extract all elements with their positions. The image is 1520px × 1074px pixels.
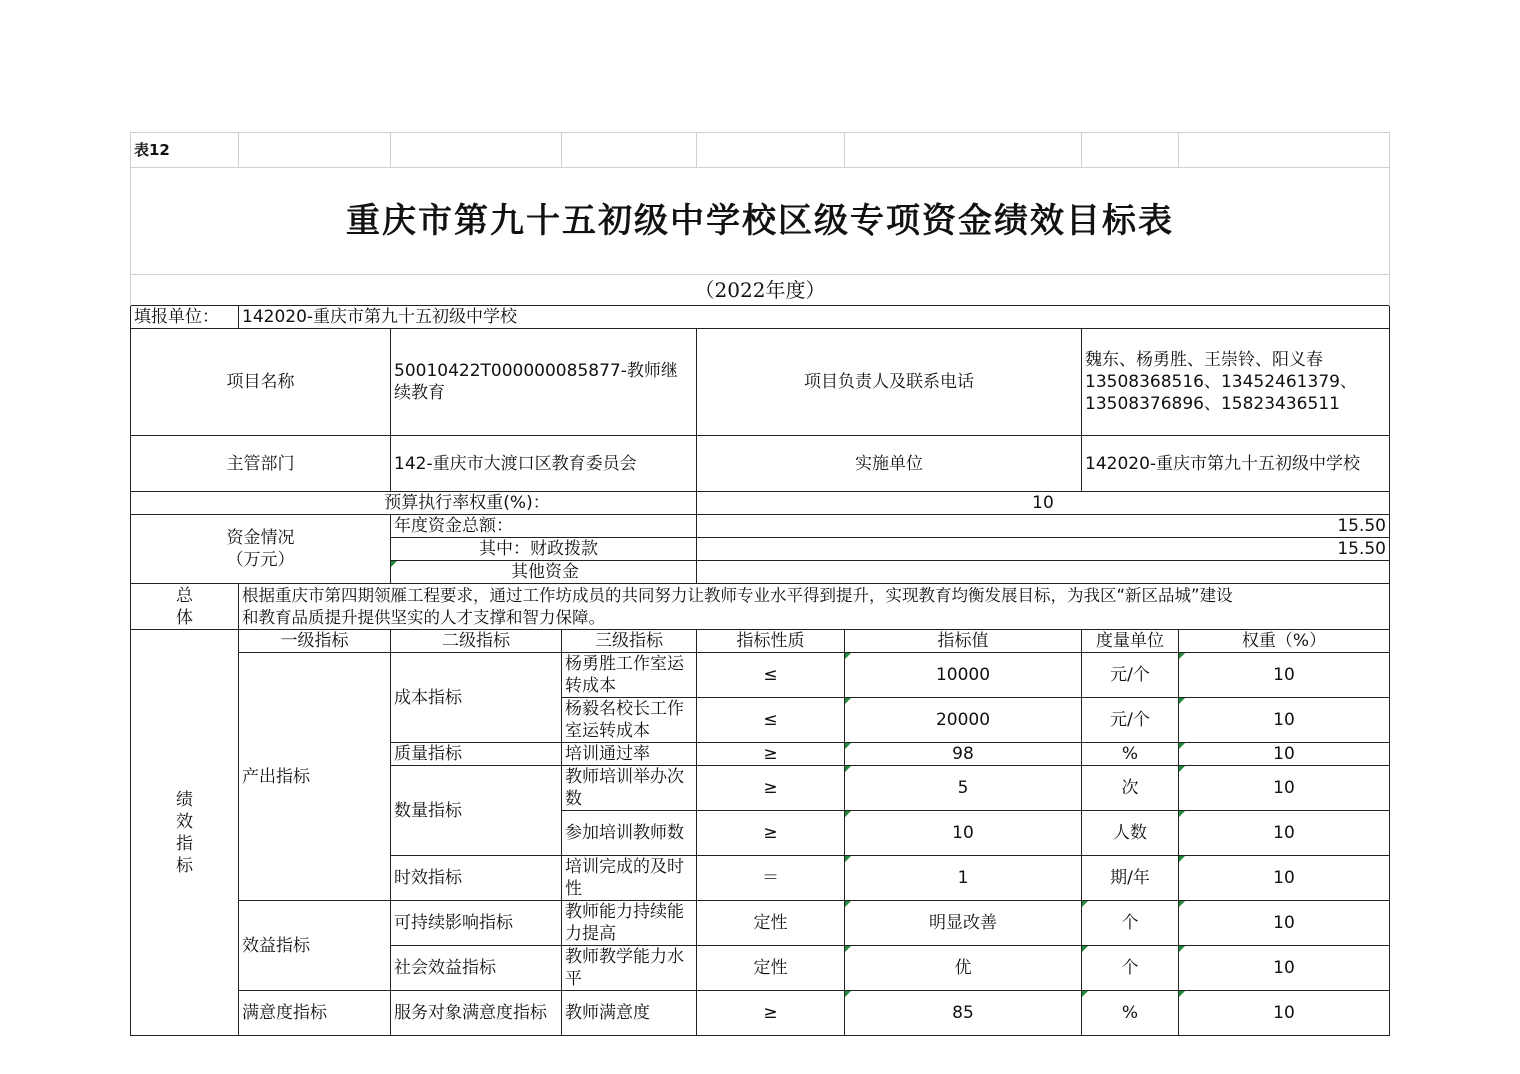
header-level3: 三级指标 <box>562 630 697 653</box>
header-level2: 二级指标 <box>391 630 562 653</box>
level2-service: 服务对象满意度指标 <box>391 991 562 1036</box>
funds-label: 资金情况 （万元） <box>131 515 391 584</box>
budget-weight-value: 10 <box>697 492 1390 515</box>
impl-unit-label: 实施单位 <box>697 436 1082 492</box>
level3-cell: 教师培训举办次数 <box>562 766 697 811</box>
level1-satisfaction: 满意度指标 <box>239 991 391 1036</box>
reporting-unit-value: 142020-重庆市第九十五初级中学校 <box>239 306 1390 329</box>
nature-cell: 定性 <box>697 901 845 946</box>
value-cell: 10 <box>845 811 1082 856</box>
funds-total-value: 15.50 <box>697 515 1390 538</box>
header-level1: 一级指标 <box>239 630 391 653</box>
value-cell: 5 <box>845 766 1082 811</box>
header-weight: 权重（%） <box>1179 630 1390 653</box>
table-row <box>131 991 1390 1036</box>
level3-cell: 教师满意度 <box>562 991 697 1036</box>
weight-cell: 10 <box>1179 856 1390 901</box>
level1-output: 产出指标 <box>239 653 391 901</box>
level3-cell: 教师能力持续能力提高 <box>562 901 697 946</box>
fiscal-year: （2022年度） <box>131 275 1390 306</box>
unit-cell: % <box>1082 743 1179 766</box>
contact-phones-line1: 13508368516、13452461379、 <box>1085 372 1357 392</box>
unit-cell: 元/个 <box>1082 653 1179 698</box>
value-cell: 85 <box>845 991 1082 1036</box>
level2-social: 社会效益指标 <box>391 946 562 991</box>
weight-cell: 10 <box>1179 901 1390 946</box>
table-row <box>131 653 1390 698</box>
level3-cell: 杨毅名校长工作室运转成本 <box>562 698 697 743</box>
value-cell: 优 <box>845 946 1082 991</box>
nature-cell: ≤ <box>697 698 845 743</box>
weight-cell: 10 <box>1179 698 1390 743</box>
level3-cell: 培训完成的及时性 <box>562 856 697 901</box>
nature-cell: ≤ <box>697 653 845 698</box>
weight-cell: 10 <box>1179 766 1390 811</box>
overall-goal-label: 总 体 <box>131 584 239 630</box>
funds-other-label: 其他资金 <box>391 561 697 584</box>
weight-cell: 10 <box>1179 946 1390 991</box>
level2-cost: 成本指标 <box>391 653 562 743</box>
table-tag: 表12 <box>131 133 239 168</box>
level3-cell: 教师教学能力水平 <box>562 946 697 991</box>
project-name-value: 50010422T000000085877-教师继续教育 <box>391 329 697 436</box>
level2-sustainable: 可持续影响指标 <box>391 901 562 946</box>
overall-goal-text: 根据重庆市第四期领雁工程要求，通过工作坊成员的共同努力让教师专业水平得到提升，实现教育均衡发展目标，为我区“新区品城”建设 和教育品质提升提供坚实的人才支撑和智力保障。 <box>239 584 1390 630</box>
perf-side-label: 绩 效 指 标 <box>131 630 239 1036</box>
contact-names: 魏东、杨勇胜、王崇铃、阳义春 <box>1085 350 1323 370</box>
header-value: 指标值 <box>845 630 1082 653</box>
reporting-unit-label: 填报单位： <box>131 306 239 329</box>
funds-fiscal-value: 15.50 <box>697 538 1390 561</box>
weight-cell: 10 <box>1179 743 1390 766</box>
impl-unit-value: 142020-重庆市第九十五初级中学校 <box>1082 436 1390 492</box>
level3-cell: 参加培训教师数 <box>562 811 697 856</box>
project-name-label: 项目名称 <box>131 329 391 436</box>
unit-cell: 元/个 <box>1082 698 1179 743</box>
nature-cell: ≥ <box>697 811 845 856</box>
unit-cell: 个 <box>1082 946 1179 991</box>
header-nature: 指标性质 <box>697 630 845 653</box>
weight-cell: 10 <box>1179 811 1390 856</box>
contact-phones-line2: 13508376896、15823436511 <box>1085 394 1340 414</box>
weight-cell: 10 <box>1179 653 1390 698</box>
value-cell: 20000 <box>845 698 1082 743</box>
level2-timeliness: 时效指标 <box>391 856 562 901</box>
nature-cell: ≥ <box>697 766 845 811</box>
funds-other-value <box>697 561 1390 584</box>
unit-cell: 个 <box>1082 901 1179 946</box>
header-unit: 度量单位 <box>1082 630 1179 653</box>
value-cell: 明显改善 <box>845 901 1082 946</box>
budget-weight-label: 预算执行率权重(%)： <box>131 492 697 515</box>
dept-value: 142-重庆市大渡口区教育委员会 <box>391 436 697 492</box>
weight-cell: 10 <box>1179 991 1390 1036</box>
nature-cell: 定性 <box>697 946 845 991</box>
funds-fiscal-label: 其中：财政拨款 <box>391 538 697 561</box>
contact-value <box>1082 329 1390 436</box>
level2-quality: 质量指标 <box>391 743 562 766</box>
funds-total-label: 年度资金总额： <box>391 515 697 538</box>
nature-cell: ≥ <box>697 743 845 766</box>
performance-target-sheet <box>130 132 1390 1036</box>
level1-benefit: 效益指标 <box>239 901 391 991</box>
level3-cell: 杨勇胜工作室运转成本 <box>562 653 697 698</box>
value-cell: 10000 <box>845 653 1082 698</box>
contact-label: 项目负责人及联系电话 <box>697 329 1082 436</box>
value-cell: 1 <box>845 856 1082 901</box>
table-row <box>131 901 1390 946</box>
unit-cell: 期/年 <box>1082 856 1179 901</box>
level2-quantity: 数量指标 <box>391 766 562 856</box>
dept-label: 主管部门 <box>131 436 391 492</box>
sheet-title: 重庆市第九十五初级中学校区级专项资金绩效目标表 <box>131 168 1390 275</box>
unit-cell: 次 <box>1082 766 1179 811</box>
nature-cell: ＝ <box>697 856 845 901</box>
unit-cell: 人数 <box>1082 811 1179 856</box>
nature-cell: ≥ <box>697 991 845 1036</box>
level3-cell: 培训通过率 <box>562 743 697 766</box>
value-cell: 98 <box>845 743 1082 766</box>
unit-cell: % <box>1082 991 1179 1036</box>
